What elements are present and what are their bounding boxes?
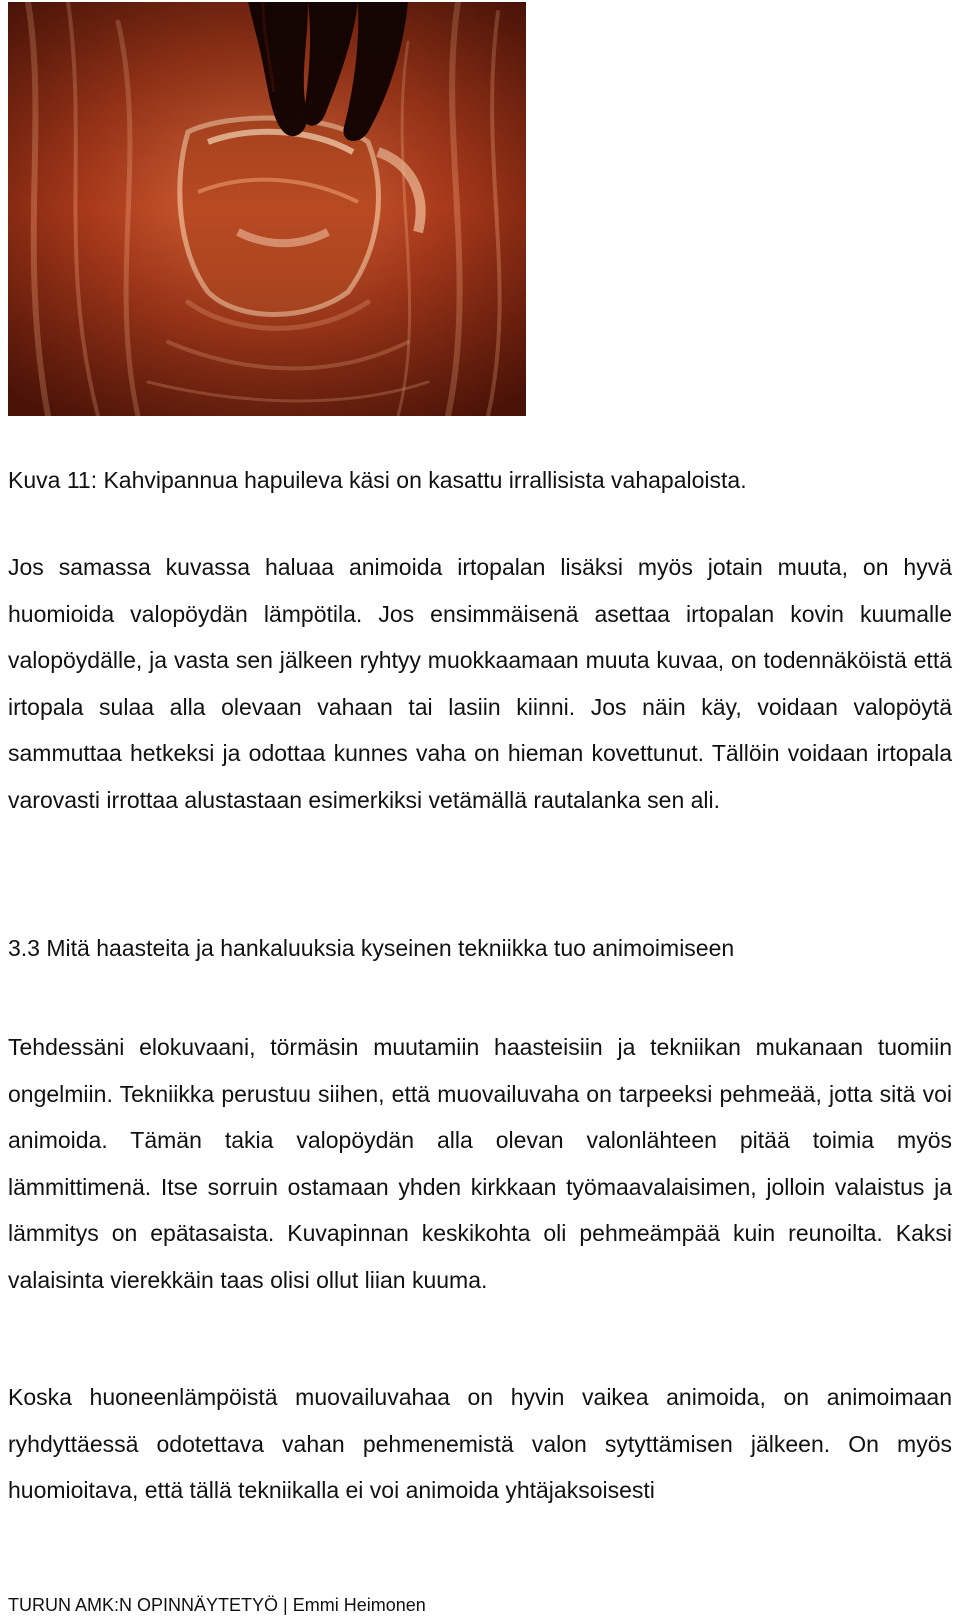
- section-heading: 3.3 Mitä haasteita ja hankaluuksia kyseinen tekniikka tuo animoimiseen: [8, 935, 735, 961]
- body-paragraph-2: Tehdessäni elokuvaani, törmäsin muutamiin haasteisiin ja tekniikan mukanaan tuomiin ongelmiin. Tekniikka perustuu siihen, että muovailuvaha on tarpeeksi pehmeää, jotta sitä voi animoida. Tämän takia valopöydän alla olevan valonlähteen pitää toimia myös lämmittimenä. Itse sorruin ostamaan yhden kirkkaan työmaavalaisimen, jolloin valaistus ja lämmitys on epätasaista. Kuvapinnan keskikohta oli pehmeämpää kuin reunoilta. Kaksi valaisinta vierekkäin taas olisi ollut liian kuuma.: [8, 1034, 952, 1293]
- clay-animation-image: [8, 2, 526, 416]
- figure-photo: [8, 2, 526, 416]
- page-footer: TURUN AMK:N OPINNÄYTETYÖ | Emmi Heimonen: [8, 1595, 426, 1615]
- body-paragraph-3: Koska huoneenlämpöistä muovailuvahaa on hyvin vaikea animoida, on animoimaan ryhdyttäessä odotettava vahan pehmenemistä valon sytyttämisen jälkeen. On myös huomioitava, että tällä tekniikalla ei voi animoida yhtäjaksoisesti: [8, 1384, 952, 1503]
- body-paragraph-1: Jos samassa kuvassa haluaa animoida irtopalan lisäksi myös jotain muuta, on hyvä huomioida valopöydän lämpötila. Jos ensimmäisenä asettaa irtopalan kovin kuumalle valopöydälle, ja vasta sen jälkeen ryhtyy muokkaamaan muuta kuvaa, on todennäköistä että irtopala sulaa alla olevaan vahaan tai lasiin kiinni. Jos näin käy, voidaan valopöytä sammuttaa hetkeksi ja odottaa kunnes vaha on hieman kovettunut. Tällöin voidaan irtopala varovasti irrottaa alustastaan esimerkiksi vetämällä rautalanka sen ali.: [8, 554, 952, 813]
- figure-caption: Kuva 11: Kahvipannua hapuileva käsi on kasattu irrallisista vahapaloista.: [8, 467, 747, 493]
